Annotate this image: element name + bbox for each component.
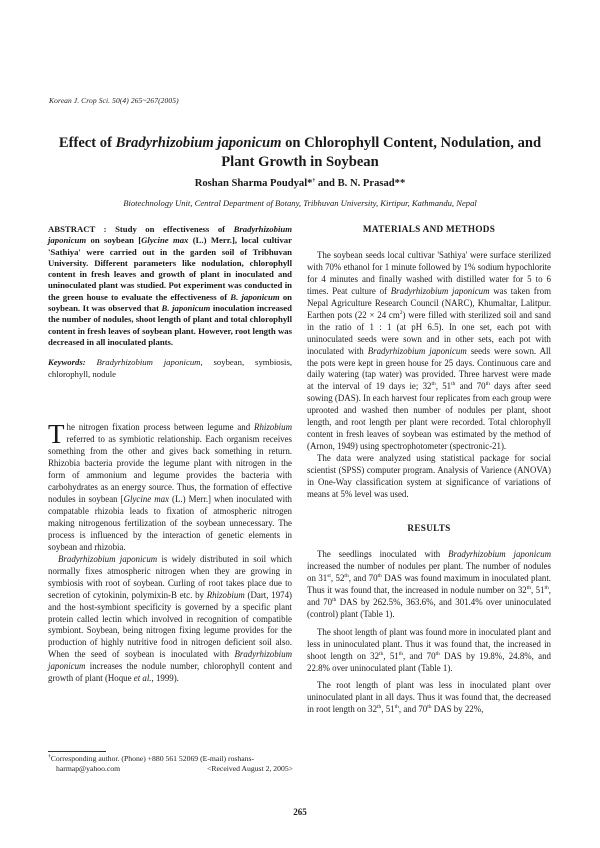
abstract-text: on soybean. It was observed that [48,291,292,314]
intro-text: referred to as symbiotic relationship. Each organism receives something from the other and gives back something in return. Rhizobia bacteria provide the legume plant with nitrogen in the form of ammonium and legume provides the bacteria with carbohydrates as an energy source. Thus, the formation of effective nodules in soybean [ [48,434,292,504]
article-title [40,134,560,172]
results-text: , 51 [530,584,545,595]
title-species: Bradyrhizobium japonicum [115,135,282,151]
abstract-text: (L.) Merr.], local cultivar 'Sathiya' were carried out in the garden soil of Tribhuvan University. Different parameters like nodulation, chlorophyll content in fresh leaves and growth of plant in inoculated and uninoculated plant was studied. Pot experiment was conducted in the green house to evaluate the effectiveness of [48,235,292,302]
results-text: , and 70 [403,650,436,661]
results-text: , 52 [330,572,345,583]
methods-text: and 70 [455,381,486,392]
results-text: , 51 [383,650,399,661]
superscript: th [431,381,436,388]
abstract [48,224,292,348]
title-line1-a: Effect of [58,135,116,151]
left-column [48,224,292,685]
introduction [48,419,292,685]
abstract-species: B. japonicum [161,303,211,314]
results-text: DAS by 22%, [431,704,484,715]
results-text: DAS by 19.8%, 24.8%, and 22.8% over uninoculated plant (Table 1). [307,650,551,673]
footnote [48,754,293,774]
keywords-list: , soybean, symbiosis, chlorophyll, nodule [48,357,292,379]
intro-text: increases the nodule number, chlorophyll content and growth of plant (Hoque [48,661,292,684]
title-line2: Plant Growth in Soybean [221,154,379,170]
results-text: The root length of plant was less in inoculated plant over uninoculated plant in all days. Thus it was found that, the decreased in root length on 32 [307,680,551,715]
superscript: th [544,584,549,591]
superscript: th [398,650,404,657]
title-line1-c: on Chlorophyll Content, Nodulation, and [281,135,542,151]
results-heading: RESULTS [407,522,451,533]
abstract-text: inoculation increased the number of nodules, shoot length of plant and total chlorophyll content in fresh leaves of soybean plant. However, root length was decreased in all inoculated plants. [48,303,292,347]
affiliation: Biotechnology Unit, Central Department of Botany, Tribhuvan University, Kirtipur, Kathmandu, Nepal [123,198,477,208]
results-text: , and 70 [398,704,428,715]
abstract-text: on soybean [ [86,235,142,246]
intro-text: (Dart, 1974) and the host-symbiont specificity is governed by a specific plant protein called lectin which involved in recognition of compatible symbiont. Soybean, being nitrogen fixing legume provides for the production of highly nutritive food in nitrogen deficient soil also. When the seed of soybean is inoculated with [48,589,292,660]
superscript: th [332,596,337,603]
results-text: increased the number of nodules per plant. The number of nodules on 31 [307,560,551,583]
abstract-text: : Study on effectiveness of [95,224,234,234]
methods-text: days after seed sowing (DAS). In each harvest four replicates from each group were uprooted and washed then number of nodules per plant, shoot length, and root length per plant were recorded. Total chlorophyll content in fresh leaves of soybean was estimated by the method of (Arnon, 1949) using spectrophotometer (spectronic-21). [307,381,551,452]
superscript: th [427,704,432,711]
journal-citation: Korean J. Crop Sci. 50(4) 265~267(2005) [49,96,179,105]
keywords-species: Bradyrhizobium japonicum [85,357,201,368]
methods-species: Bradyrhizobium japonicum [367,345,467,356]
intro-species: Bradyrhizobium japonicum [48,649,292,672]
abstract-species: Bradyrhizobium japonicum [48,224,292,246]
intro-text: (L.) Merr.] when inoculated with compatable rhizobia leads to fixation of atmospheric nitrogen making nitrogenous fertilization of the soybean unnecessary. The process is influenced by the interaction of genetic elements in soybean and rhizobia. [48,493,292,552]
results-text: , and 70 [307,584,552,607]
intro-text: he nitrogen fixation process between legume and [66,422,255,433]
footnote-email: harmap@yahoo.com [56,764,121,773]
abstract-species: B. japonicum [230,291,280,302]
author-list [40,178,560,189]
results-paragraph [307,549,551,621]
intro-species: Glycine max [123,493,169,504]
results-text: , and 70 [348,572,378,583]
methods-text: seeds were sown. All the pots were kept in green house for 25 days. Continuous care and daily watering (tap water) was provided. Three harvest were made at the interval of 19 days ie; 32 [307,345,551,392]
results-text: The seedlings inoculated with [317,548,449,559]
superscript: th [526,584,531,591]
abstract-species: Glycine max [141,235,189,246]
right-column [307,224,551,716]
results-paragraph [307,627,551,675]
results-species: Bradyrhizobium japonicum [448,548,551,559]
keywords [48,357,292,380]
intro-species: Rhizobium [254,422,292,433]
intro-text: is widely distributed in soil which normally fixes atmospheric nitrogen when they are growing in symbiosis with root of soybean. Curling of root takes place due to secretion of cytokinin, polymixin-B etc. by [48,553,292,600]
intro-citation-etal: et al. [133,673,152,684]
superscript: th [394,704,399,711]
intro-paragraph [48,554,292,685]
keywords-label: Keywords: [48,357,86,368]
page-number: 265 [293,807,307,817]
superscript: th [379,650,384,657]
footnote-divider [48,751,106,752]
methods-text: was taken from Nepal Agriculture Research Council (NARC), Khumaltar, Lalitpur. Earthen pots (22 × 24 cm [307,285,552,320]
methods-paragraph [307,250,551,453]
intro-species: Rhizobium [206,589,245,600]
results-text: The shoot length of plant was found more in inoculated plant and less in uninoculated plant. Thus it was found that, the increased in shoot length on 32 [307,626,551,661]
methods-text: The soybean seeds local cultivar 'Sathiya' were surface sterilized with 70% ethanol for 1 minute followed by 1% sodium hypochlorite for 4 minutes and finally washed with distilled water for 5 to 6 times. Peat culture of [307,249,551,296]
footnote-line2 [48,764,293,774]
intro-text: , 1999). [151,673,179,684]
results-text: DAS was found maximum in inoculated plant. Thus it was found that, the increased in nodule number on 32 [307,572,552,595]
methods-heading: MATERIALS AND METHODS [362,224,496,234]
abstract-label: ABSTRACT [48,224,96,234]
superscript: th [377,572,382,579]
superscript: 2 [399,309,403,316]
author-1: Roshan Sharma Poudyal* [194,178,313,189]
methods-text: ) were filled with sterilized soil and sand in the ratio of 1 : 1 (at pH 6.5). In one set, each pot with uninoculated seeds were sown and in other sets, each pot with inoculated with [307,309,551,356]
superscript: th [485,381,490,388]
superscript: th [377,704,382,711]
methods-paragraph: The data were analyzed using statistical package for social scientist (SPSS) computer program. Analysis of Varience (ANOVA) in One-Way classification system at significance of variations of means at 5% level was used. [307,453,551,500]
superscript: th [435,650,440,657]
superscript: st [327,572,331,579]
author-2: B. N. Prasad** [337,178,406,189]
results-text: DAS by 262.5%, 363.6%, and 301.4% over uninoculated (control) plant (Table 1). [307,596,551,619]
footnote-mark: † [48,753,51,760]
superscript: th [344,572,349,579]
corresponding-mark: † [312,177,316,184]
intro-species: Bradyrhizobium japonicum [58,553,158,564]
methods-text: , 51 [435,381,452,392]
author-connector: and [315,178,338,189]
results-paragraph [307,680,551,716]
received-date: <Received August 2, 2005> [207,764,293,773]
footnote-line1 [48,754,293,764]
superscript: th [451,381,456,388]
drop-cap: T [48,419,65,450]
results-text: , 51 [381,704,395,715]
footnote-contact: Corresponding author. (Phone) +880 561 52069 (E-mail) roshans- [50,754,255,763]
intro-paragraph [48,419,292,553]
methods-species: Bradyrhizobium japonicum [390,285,490,296]
